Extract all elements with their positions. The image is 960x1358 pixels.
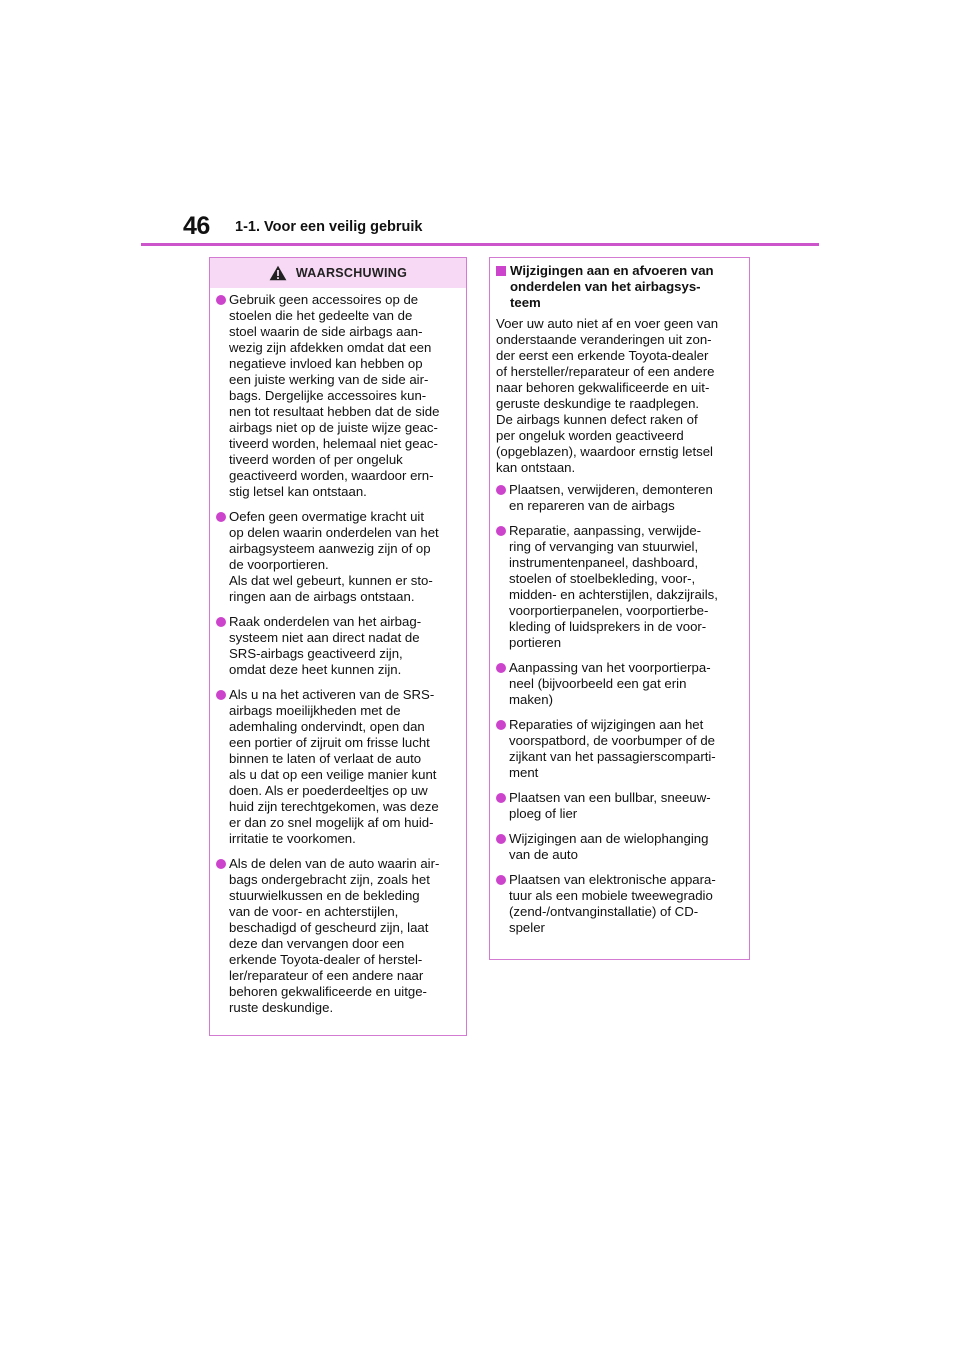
modification-item: [496, 482, 743, 514]
bullet-dot-icon: [496, 793, 506, 803]
modifications-intro: Voer uw auto niet af en voer geen van onderstaande veranderingen uit zon- der eerst een erkende Toyota-dealer of hersteller/reparateur of een andere naar behoren gekwalificeerde en uit- geruste deskundige te raadplegen. De airbags kunnen defect raken of per ongeluk worden geactiveerd (opgeblazen), waardoor ernstig letsel kan ontstaan.: [496, 316, 719, 475]
modification-item-text: Aanpassing van het voorportierpa- neel (bijvoorbeeld een gat erin maken): [509, 660, 711, 707]
warning-title: WAARSCHUWING: [295, 266, 408, 280]
bullet-dot-icon: [496, 834, 506, 844]
modification-item: [496, 660, 743, 708]
square-bullet-icon: [496, 266, 506, 276]
modification-item: [496, 831, 743, 863]
warning-item: [216, 856, 460, 1016]
bullet-dot-icon: [216, 690, 226, 700]
modifications-list: [496, 482, 743, 936]
modification-item-text: Plaatsen, verwijderen, demonteren en repareren van de airbags: [509, 482, 713, 513]
warning-item-text: Als de delen van de auto waarin air- bags ondergebracht zijn, zoals het stuurwielkussen en de bekleding van de voor- en achterstijlen, beschadigd of gescheurd zijn, laat deze dan vervangen door een erkende Toyota-dealer of herstel- ler/reparateur of een andere naar behoren gekwalificeerde en uitge- ruste deskundige.: [229, 856, 440, 1015]
bullet-dot-icon: [216, 617, 226, 627]
bullet-dot-icon: [496, 663, 506, 673]
modification-item: [496, 790, 743, 822]
warning-box: [209, 257, 467, 1036]
warning-item-text: Gebruik geen accessoires op de stoelen die het gedeelte van de stoel waarin de side airbags aan- wezig zijn afdekken omdat dat een negatieve invloed kan hebben op een juiste werking van de side air- bags. Dergelijke accessoires kun- nen tot resultaat hebben dat de side airbags niet op de juiste wijze geac- tiveerd worden, helemaal niet geac- tiveerd worden of per ongeluk geactiveerd worden, waardoor ern- stig letsel kan ontstaan.: [229, 292, 440, 499]
warning-item-text: Oefen geen overmatige kracht uit op delen waarin onderdelen van het airbagsysteem aanwezig zijn of op de voorportieren. Als dat wel gebeurt, kunnen er sto- ringen aan de airbags ontstaan.: [229, 509, 439, 604]
modification-item-text: Plaatsen van een bullbar, sneeuw- ploeg of lier: [509, 790, 711, 821]
section-title: 1-1. Voor een veilig gebruik: [235, 219, 423, 235]
warning-item-text: Als u na het activeren van de SRS- airbags moeilijkheden met de ademhaling ondervindt, open dan een portier of zijruit om frisse lucht binnen te laten of verlaat de auto als u dat op een veilige manier kunt doen. Als er poederdeeltjes op uw huid zijn terechtgekomen, was deze er dan zo snel mogelijk af om huid- irritatie te voorkomen.: [229, 687, 439, 846]
bullet-dot-icon: [216, 512, 226, 522]
bullet-dot-icon: [496, 720, 506, 730]
bullet-dot-icon: [496, 526, 506, 536]
modification-item-text: Plaatsen van elektronische appara- tuur als een mobiele tweewegradio (zend-/ontvanginstallatie) of CD- speler: [509, 872, 716, 935]
warning-list: [210, 288, 466, 1016]
page-number: 46: [183, 212, 210, 240]
bullet-dot-icon: [496, 875, 506, 885]
warning-item: [216, 687, 460, 847]
modification-item-text: Wijzigingen aan de wielophanging van de auto: [509, 831, 709, 862]
warning-item: [216, 614, 460, 678]
modifications-box: [489, 257, 750, 960]
warning-triangle-icon: [269, 265, 287, 281]
bullet-dot-icon: [496, 485, 506, 495]
modifications-heading-row: [496, 263, 743, 311]
header-divider: [141, 243, 819, 246]
modification-item: [496, 717, 743, 781]
bullet-dot-icon: [216, 295, 226, 305]
warning-header: [210, 258, 466, 288]
modifications-heading: Wijzigingen aan en afvoeren van onderdelen van het airbagsys- teem: [510, 263, 714, 310]
warning-item-text: Raak onderdelen van het airbag- systeem niet aan direct nadat de SRS-airbags geactiveerd zijn, omdat deze heet kunnen zijn.: [229, 614, 422, 677]
modification-item: [496, 872, 743, 936]
modification-item-text: Reparaties of wijzigingen aan het voorspatbord, de voorbumper of de zijkant van het passagierscomparti- ment: [509, 717, 716, 780]
modification-item: [496, 523, 743, 651]
warning-item: [216, 292, 460, 500]
warning-item: [216, 509, 460, 605]
modification-item-text: Reparatie, aanpassing, verwijde- ring of vervanging van stuurwiel, instrumentenpaneel, dashboard, stoelen of stoelbekleding, voor-, midden- en achterstijlen, dakzijrails, voorportierpanelen, voorportierbe- kleding of luidsprekers in de voor- portieren: [509, 523, 718, 650]
bullet-dot-icon: [216, 859, 226, 869]
